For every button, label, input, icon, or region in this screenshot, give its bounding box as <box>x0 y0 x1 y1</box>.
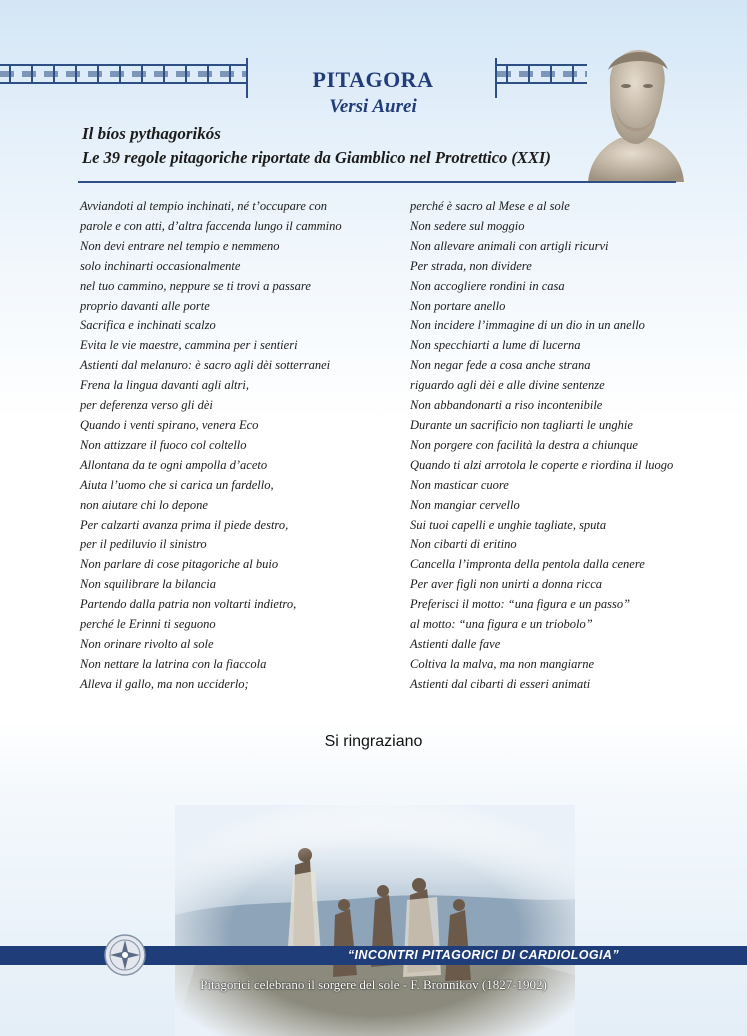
rule-line: Non mangiar cervello <box>410 497 520 512</box>
rule-line: Non allevare animali con artigli ricurvi <box>410 238 609 253</box>
rule-line: riguardo agli dèi e alle divine sentenze <box>410 378 605 393</box>
rule-line: Quando ti alzi arrotola le coperte e riordina il luogo <box>410 457 674 472</box>
rule-line: Non squilibrare la bilancia <box>80 577 216 592</box>
rule-line: Aiuta l’uomo che si carica un fardello, <box>80 477 274 492</box>
thanks-text: Si ringraziano <box>324 733 423 750</box>
rule-line: perché è sacro al Mese e al sole <box>410 199 570 213</box>
rule-line: Non attizzare il fuoco col coltello <box>80 437 247 452</box>
rule-line: perché le Erinni ti seguono <box>80 617 216 632</box>
rule-line: Partendo dalla patria non voltarti indietro, <box>80 597 297 612</box>
rule-line: Non parlare di cose pitagoriche al buio <box>80 557 279 572</box>
rule-line: per deferenza verso gli dèi <box>80 398 213 413</box>
rule-line: non aiutare chi lo depone <box>80 497 208 512</box>
rule-line: Frena la lingua davanti agli altri, <box>80 378 249 393</box>
rule-line: Non nettare la latrina con la fiaccola <box>80 656 267 671</box>
rule-line: Non abbandonarti a riso incontenibile <box>410 398 603 413</box>
greek-key-border-right <box>497 64 587 84</box>
rules-column-left <box>80 197 380 695</box>
rule-line: Sui tuoi capelli e unghie tagliate, sputa <box>410 517 607 532</box>
heading-rule <box>78 181 676 183</box>
rule-line: Quando i venti spirano, venera Eco <box>80 417 259 432</box>
pythagoras-bust-image <box>580 40 690 182</box>
rules-column-right <box>410 197 710 695</box>
rule-line: Non accogliere rondini in casa <box>410 278 565 293</box>
rule-line: solo inchinarti occasionalmente <box>80 258 241 273</box>
rule-line: Preferisci il motto: “una figura e un passo” <box>410 597 631 612</box>
rule-line: Per aver figli non unirti a donna ricca <box>410 577 602 592</box>
rule-line: per il pediluvio il sinistro <box>80 537 207 552</box>
page-title: PITAGORA <box>312 67 434 92</box>
rule-line: Non cibarti di eritino <box>410 537 517 552</box>
rule-line: Cancella l’impronta della pentola dalla cenere <box>410 557 645 572</box>
rule-line: Coltiva la malva, ma non mangiarne <box>410 656 595 671</box>
rule-line: Per calzarti avanza prima il piede destro, <box>80 517 289 532</box>
rule-line: Alleva il gallo, ma non ucciderlo; <box>80 676 249 691</box>
rule-line: Allontana da te ogni ampolla d’aceto <box>80 457 268 472</box>
rule-line: Non negar fede a cosa anche strana <box>410 358 591 373</box>
footer-banner-text: “INCONTRI PITAGORICI DI CARDIOLOGIA” <box>347 948 619 962</box>
rule-line: Astienti dal melanuro: è sacro agli dèi sotterranei <box>80 358 331 373</box>
rule-line: Non masticar cuore <box>410 477 509 492</box>
rule-line: Astienti dal cibarti di esseri animati <box>410 676 591 691</box>
rule-line: Per strada, non dividere <box>410 258 532 273</box>
compass-emblem-icon <box>104 934 146 976</box>
rule-line: Non devi entrare nel tempio e nemmeno <box>80 238 280 253</box>
rule-line: Non porgere con facilità la destra a chiunque <box>410 437 638 452</box>
sunrise-painting-image <box>175 805 575 1036</box>
greek-key-border-left <box>0 64 246 84</box>
rule-line: Non orinare rivolto al sole <box>80 636 214 651</box>
rule-line: Non portare anello <box>410 298 506 313</box>
rule-line: Non incidere l’immagine di un dio in un anello <box>410 318 645 333</box>
section-subheading: Le 39 regole pitagoriche riportate da Giamblico nel Protrettico (XXI) <box>82 148 551 167</box>
rule-line: proprio davanti alle porte <box>80 298 210 313</box>
painting-caption: Pitagorici celebrano il sorgere del sole - F. Bronnikov (1827-1902) <box>200 977 547 992</box>
rule-line: parole e con atti, d’altra faccenda lungo il cammino <box>80 218 342 233</box>
section-heading: Il bíos pythagorikós <box>82 124 221 143</box>
rule-line: Avviandoti al tempio inchinati, né t’occupare con <box>80 199 328 213</box>
rule-line: Sacrifica e inchinati scalzo <box>80 318 216 333</box>
rule-line: Astienti dalle fave <box>410 636 501 651</box>
rule-line: Non sedere sul moggio <box>410 218 525 233</box>
divider-left <box>246 58 248 98</box>
rule-line: Non specchiarti a lume di lucerna <box>410 338 581 353</box>
rule-line: Durante un sacrificio non tagliarti le unghie <box>410 417 633 432</box>
rule-line: nel tuo cammino, neppure se ti trovi a passare <box>80 278 311 293</box>
rule-line: al motto: “una figura e un triobolo” <box>410 617 593 632</box>
page-subtitle: Versi Aurei <box>329 96 417 117</box>
rule-line: Evita le vie maestre, cammina per i sentieri <box>80 338 298 353</box>
